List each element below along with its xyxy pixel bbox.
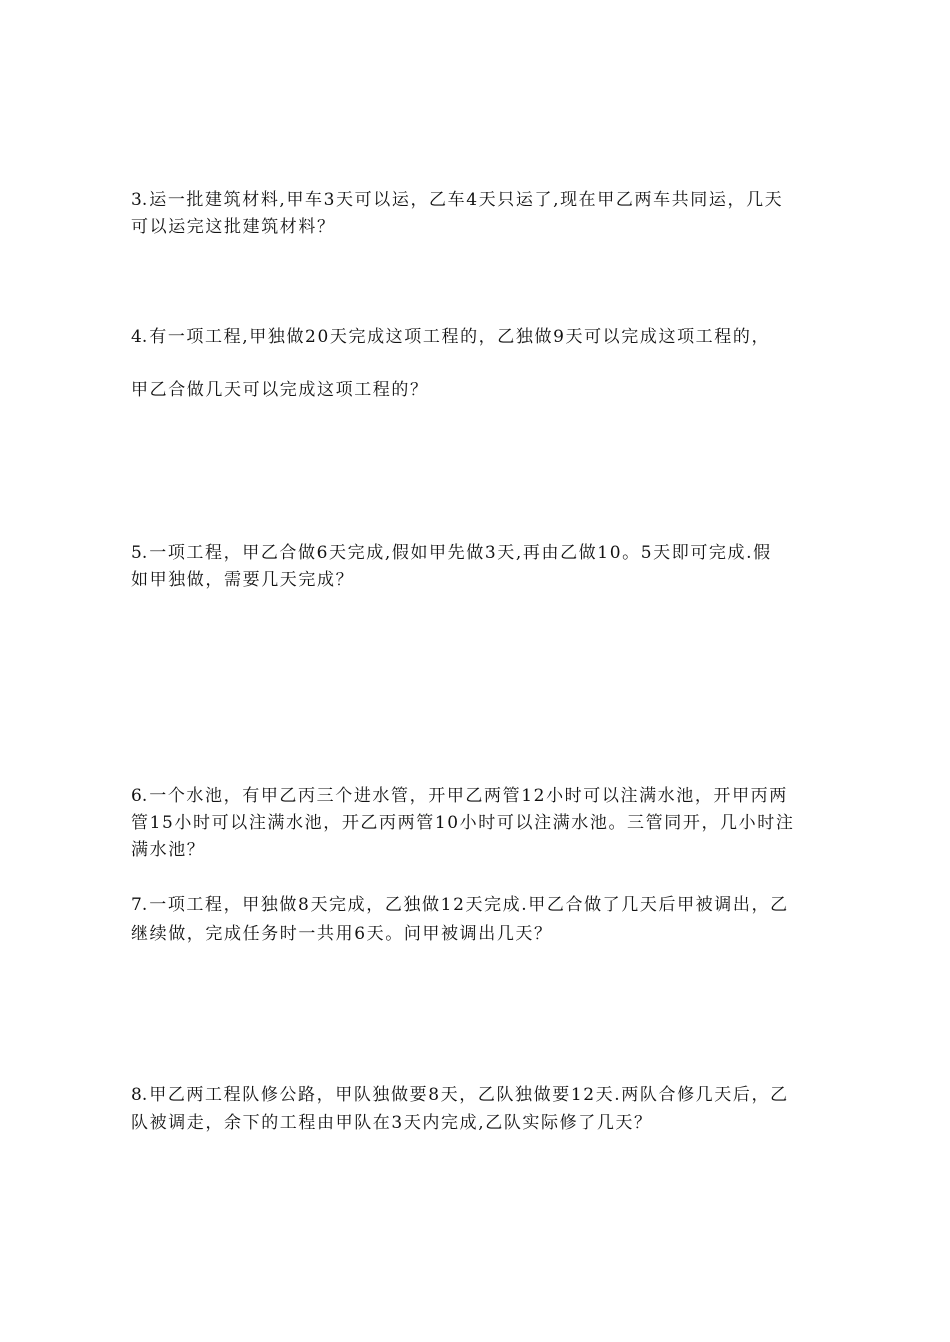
problem-3-number: 3. (131, 190, 148, 210)
problem-6-line-1 (131, 784, 821, 808)
problem-8-line-1 (131, 1083, 821, 1107)
problem-7-number: 7. (131, 895, 148, 915)
problem-5-line-2 (131, 568, 821, 592)
problem-4-number: 4. (131, 327, 148, 347)
problem-5-line-1 (131, 541, 821, 565)
problem-8-number: 8. (131, 1085, 148, 1105)
problem-4-line-1 (131, 325, 821, 349)
problem-6-number: 6. (131, 786, 148, 806)
problem-3-line-2 (131, 215, 821, 239)
problem-6-text-line-1: 一个水池，有甲乙丙三个进水管，开甲乙两管12小时可以注满水池，开甲丙两 (149, 786, 788, 806)
problem-7-text-line-2: 继续做，完成任务时一共用6天。问甲被调出几天？ (131, 924, 553, 944)
problem-3-text-line-1: 运一批建筑材料,甲车3天可以运，乙车4天只运了,现在甲乙两车共同运，几天 (149, 190, 784, 210)
problem-7-line-1 (131, 893, 821, 917)
problem-5-text-line-1: 一项工程，甲乙合做6天完成,假如甲先做3天,再由乙做10。5天即可完成.假 (149, 543, 772, 563)
problem-8-text-line-1: 甲乙两工程队修公路，甲队独做要8天，乙队独做要12天.两队合修几天后，乙 (149, 1085, 789, 1105)
problem-6-line-2 (131, 811, 821, 835)
problem-5-text-line-2: 如甲独做，需要几天完成？ (131, 570, 355, 590)
problem-3-text-line-2: 可以运完这批建筑材料？ (131, 217, 336, 237)
problem-8-text-line-2: 队被调走，余下的工程由甲队在3天内完成,乙队实际修了几天？ (131, 1113, 653, 1133)
problem-6-text-line-3: 满水池？ (131, 840, 206, 860)
problem-7-line-2 (131, 922, 821, 946)
problem-3-line-1 (131, 188, 821, 212)
problem-4-text-line-2: 甲乙合做几天可以完成这项工程的？ (131, 380, 429, 400)
problem-4-line-2 (131, 378, 821, 402)
problem-5-number: 5. (131, 543, 148, 563)
problem-8-line-2 (131, 1111, 821, 1135)
problem-6-text-line-2: 管15小时可以注满水池，开乙丙两管10小时可以注满水池。三管同开，几小时注 (131, 813, 795, 833)
problem-6-line-3 (131, 838, 821, 862)
problem-4-text-line-1: 有一项工程,甲独做20天完成这项工程的，乙独做9天可以完成这项工程的， (149, 327, 771, 347)
problem-7-text-line-1: 一项工程，甲独做8天完成，乙独做12天完成.甲乙合做了几天后甲被调出，乙 (149, 895, 789, 915)
